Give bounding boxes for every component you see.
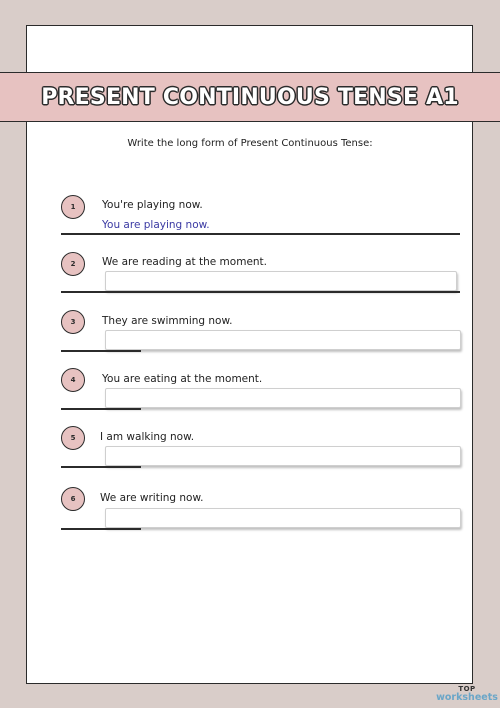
item-sentence: They are swimming now. bbox=[102, 315, 233, 327]
answer-underline bbox=[61, 291, 460, 293]
title-banner bbox=[0, 72, 500, 122]
instruction-text: Write the long form of Present Continuous Tense: bbox=[127, 138, 373, 149]
item-number-badge: 2 bbox=[61, 252, 85, 276]
answer-underline bbox=[61, 466, 141, 468]
answer-input-5[interactable] bbox=[105, 446, 461, 466]
item-sentence: I am walking now. bbox=[100, 431, 195, 443]
answer-input-6[interactable] bbox=[105, 508, 461, 528]
item-sentence: We are writing now. bbox=[100, 492, 204, 504]
answer-input-3[interactable] bbox=[105, 330, 461, 350]
item-sentence: You're playing now. bbox=[102, 199, 203, 211]
topworksheets-logo bbox=[436, 686, 498, 703]
logo-bottom-text: worksheets bbox=[436, 692, 498, 703]
answer-underline bbox=[61, 233, 460, 235]
item-sentence: You are eating at the moment. bbox=[102, 373, 263, 385]
worksheet-page bbox=[26, 25, 473, 684]
item-number-badge: 4 bbox=[61, 368, 85, 392]
item-number-badge: 5 bbox=[61, 426, 85, 450]
answer-input-2[interactable] bbox=[105, 271, 457, 291]
logo-top-text: TOP bbox=[458, 685, 476, 693]
answer-underline bbox=[61, 528, 141, 530]
item-number-badge: 1 bbox=[61, 195, 85, 219]
answer-underline bbox=[61, 408, 141, 410]
answer-input-4[interactable] bbox=[105, 388, 461, 408]
answer-underline bbox=[61, 350, 141, 352]
item-answer-example: You are playing now. bbox=[102, 219, 210, 231]
item-sentence: We are reading at the moment. bbox=[102, 256, 268, 268]
item-number-badge: 3 bbox=[61, 310, 85, 334]
item-number-badge: 6 bbox=[61, 487, 85, 511]
page-title: PRESENT CONTINUOUS TENSE A1 bbox=[41, 84, 459, 110]
